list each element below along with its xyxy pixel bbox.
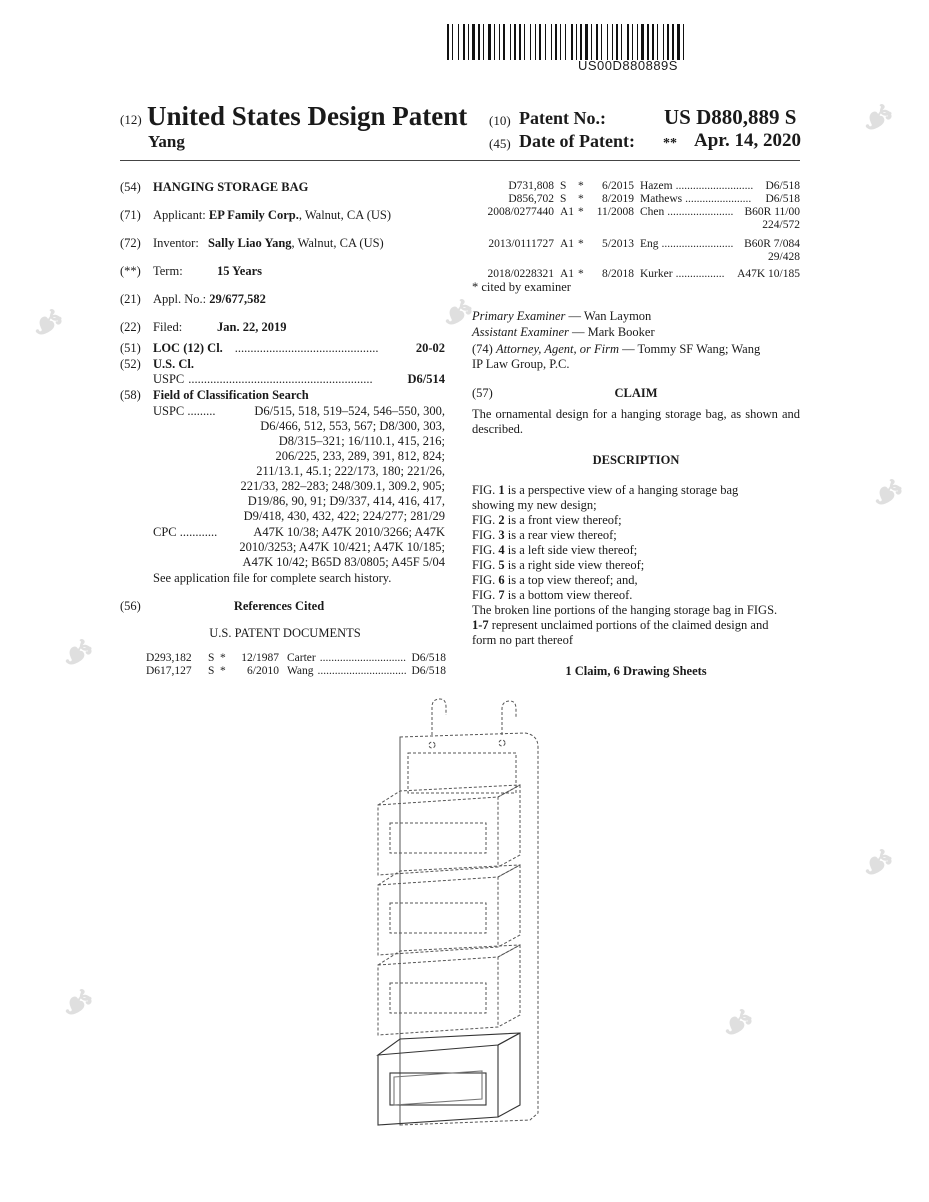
barcode-bar [645, 24, 646, 60]
ref-star: * [578, 193, 584, 205]
ref-dots: ............................... [317, 665, 407, 677]
barcode-bar [447, 24, 449, 60]
ref-date: 5/2013 [602, 238, 634, 250]
ref-star: * [578, 268, 584, 280]
search-uspc-list [200, 404, 445, 524]
watermark: ☙ [860, 464, 914, 521]
ref-kind: A1 [560, 268, 575, 280]
ref-date: 6/2010 [247, 665, 279, 677]
barcode-bar [634, 24, 636, 60]
references-left [146, 652, 446, 678]
ref-class: D6/518 [411, 665, 446, 677]
loc-line [153, 341, 445, 356]
ref-class: B60R 11/00 [744, 206, 800, 218]
ref-class: D6/518 [765, 193, 800, 205]
barcode-bar [663, 24, 664, 60]
ref-number: D856,702 [508, 193, 554, 205]
barcode-bar [562, 24, 564, 60]
uspc-line [153, 372, 445, 387]
barcode-bar [494, 24, 495, 60]
barcode-bar [454, 24, 457, 60]
search-cpc-list [200, 525, 445, 570]
ref-kind: S [208, 652, 215, 664]
storage-bag-drawing [360, 695, 560, 1145]
barcode-bar [517, 24, 518, 60]
field-72-code: (72) [120, 236, 141, 250]
barcode-bar [683, 24, 684, 60]
barcode-bar [535, 24, 536, 60]
hook-right [502, 701, 516, 735]
barcode-bar [612, 24, 613, 60]
description-heading: DESCRIPTION [592, 453, 680, 467]
barcode-bar [485, 24, 487, 60]
barcode-bar [681, 24, 682, 60]
us-cl-label: U.S. Cl. [153, 357, 194, 371]
barcode-bar [545, 24, 546, 60]
claims-sheets-summary: 1 Claim, 6 Drawing Sheets [565, 664, 707, 678]
header-rule [120, 160, 800, 161]
barcode-bar [627, 24, 629, 60]
barcode-bar [450, 24, 451, 60]
appl-no-line [153, 292, 266, 307]
field-51-code: (51) [120, 341, 141, 355]
ref-kind: S [208, 665, 215, 677]
barcode-bar [532, 24, 534, 60]
barcode-bar [589, 24, 590, 60]
barcode-bar [476, 24, 477, 60]
search-field-label: Field of Classification Search [153, 388, 309, 402]
inventor-label: Inventor: [153, 236, 199, 250]
field-52-code: (52) [120, 357, 141, 371]
loc-value: 20-02 [415, 341, 445, 355]
barcode-bar [522, 24, 523, 60]
hook-left [432, 699, 446, 735]
barcode-bar [665, 24, 666, 60]
term-code: (**) [120, 264, 141, 278]
uspc-label: USPC [153, 372, 185, 386]
applicant-line [153, 208, 391, 223]
barcode-bar [652, 24, 654, 60]
barcode-bar [672, 24, 674, 60]
uspc-class-line: D9/418, 430, 432, 422; 224/277; 281/29 [243, 509, 445, 523]
code-10: (10) [489, 113, 511, 128]
appl-no-value: 29/677,582 [209, 292, 266, 306]
barcode-bar [555, 24, 557, 60]
barcode-bar [630, 24, 631, 60]
ref-number: 2008/0277440 [487, 206, 554, 218]
ref-dots: ................. [675, 268, 725, 280]
barcode-bar [621, 24, 622, 60]
barcode-bar [655, 24, 656, 60]
ref-dots: ........................... [675, 180, 754, 192]
document-title: United States Design Patent [147, 101, 468, 131]
ref-name: Eng [640, 238, 659, 250]
description-line: FIG. 7 is a bottom view thereof. [472, 588, 633, 602]
barcode-bar [537, 24, 538, 60]
assistant-examiner-name: — Mark Booker [568, 325, 655, 339]
loc-label: LOC (12) Cl. [153, 341, 223, 355]
search-uspc-label: USPC ......... [153, 404, 216, 418]
uspc-class-line: 211/13.1, 45.1; 222/173, 180; 221/26, [256, 464, 445, 478]
barcode-bar [519, 24, 521, 60]
search-cpc-label: CPC ............ [153, 525, 218, 539]
barcode-bar [510, 24, 511, 60]
inventor-line [153, 236, 384, 251]
barcode-bar [470, 24, 471, 60]
barcode-bar [560, 24, 561, 60]
ref-date: 12/1987 [241, 652, 279, 664]
ref-dots: ......................... [661, 238, 734, 250]
description-line: The broken line portions of the hanging storage bag in FIGS. [472, 603, 778, 617]
ref-star: * [578, 238, 584, 250]
barcode-bar [547, 24, 550, 60]
barcode-bar [637, 24, 638, 60]
ref-star: * [578, 180, 584, 192]
applicant-name: EP Family Corp. [208, 208, 299, 222]
watermark: ☙ [850, 834, 904, 891]
term-value: 15 Years [217, 264, 263, 278]
barcode-bar [647, 24, 649, 60]
ref-class: A47K 10/185 [737, 268, 800, 280]
uspc-value: D6/514 [407, 372, 445, 386]
uspc-class-line: 206/225, 233, 289, 391, 812, 824; [275, 449, 445, 463]
barcode-bar [632, 24, 633, 60]
barcode-bar [542, 24, 544, 60]
barcode-bar [596, 24, 598, 60]
claim-heading: CLAIM [614, 386, 658, 400]
description-line: FIG. 2 is a front view thereof; [472, 513, 622, 527]
barcode-bar [488, 24, 491, 60]
barcode-bar [585, 24, 588, 60]
barcode-bar [580, 24, 582, 60]
references-right [472, 180, 800, 281]
description-line: showing my new design; [472, 498, 597, 512]
barcode-bar [512, 24, 513, 60]
barcode-bar [614, 24, 615, 60]
ref-date: 8/2019 [602, 193, 634, 205]
ref-dots: ....................... [667, 206, 734, 218]
inventor-name: Sally Liao Yang [207, 236, 292, 250]
barcode-bar [524, 24, 525, 60]
inventor-short: Yang [148, 132, 185, 151]
barcode-bar [483, 24, 484, 60]
reference-row [472, 193, 800, 206]
barcode-bar [496, 24, 498, 60]
claim-text: The ornamental design for a hanging storage bag, as shown and described. [472, 407, 800, 436]
date-star: ** [663, 136, 677, 151]
ref-number: D617,127 [146, 665, 192, 677]
description-line: form no part thereof [472, 633, 574, 647]
reference-row [472, 180, 800, 193]
uspc-class-line: D19/86, 90, 91; D9/337, 414, 416, 417, [247, 494, 445, 508]
barcode-bar [501, 24, 502, 60]
ref-name: Wang [287, 665, 314, 677]
barcode-bar [558, 24, 559, 60]
ref-class-continued: 29/428 [768, 251, 800, 263]
ref-number: 2013/0111727 [488, 238, 554, 250]
watermark: ☙ [710, 994, 764, 1051]
attorney-code: (74) [472, 342, 493, 356]
watermark: ☙ [20, 294, 74, 351]
field-21-code: (21) [120, 292, 141, 306]
barcode-bar [571, 24, 573, 60]
barcode-bar [667, 24, 669, 60]
ref-date: 6/2015 [602, 180, 634, 192]
uspc-class-line: D6/515, 518, 519–524, 546–550, 300, [254, 404, 445, 418]
barcode-bar [685, 24, 687, 60]
barcode-bar [639, 24, 640, 60]
ref-dots: ....................... [685, 193, 752, 205]
field-22-code: (22) [120, 320, 141, 334]
watermark: ☙ [850, 89, 904, 146]
description-body [472, 483, 802, 648]
attorney-block [472, 342, 802, 372]
ref-name: Carter [287, 652, 316, 664]
barcode-bar [565, 24, 566, 60]
description-line: FIG. 4 is a left side view thereof; [472, 543, 638, 557]
barcode-bar [599, 24, 600, 60]
barcode-bar [591, 24, 592, 60]
field-56-code: (56) [120, 599, 141, 613]
barcode-bar [675, 24, 676, 60]
ref-name: Kurker [640, 268, 673, 280]
description-line: FIG. 1 is a perspective view of a hanging storage bag [472, 483, 739, 497]
ref-date: 11/2008 [596, 206, 634, 218]
bottom-pocket-front [378, 1045, 498, 1125]
ref-kind: A1 [560, 206, 575, 218]
barcode-bar [650, 24, 651, 60]
ref-number: D293,182 [146, 652, 192, 664]
filed-date: Jan. 22, 2019 [217, 320, 287, 334]
description-line: 1-7 represent unclaimed portions of the claimed design and [472, 618, 769, 632]
attorney-name: — Tommy SF Wang; Wang [618, 342, 761, 356]
appl-no-label: Appl. No.: [153, 292, 207, 306]
ref-name: Mathews [640, 193, 683, 205]
barcode-bar [506, 24, 509, 60]
pocket-3 [378, 957, 498, 1035]
barcode-bar [458, 24, 459, 60]
barcode-bar [526, 24, 529, 60]
barcode-bar [551, 24, 552, 60]
kind-code-12: (12) [120, 112, 142, 127]
description-line: FIG. 5 is a right side view thereof; [472, 558, 645, 572]
barcode-bar [567, 24, 570, 60]
ref-dots: .............................. [319, 652, 406, 664]
barcode-bar [578, 24, 579, 60]
barcode-bar [460, 24, 462, 60]
uspc-class-line: D8/315–321; 16/110.1, 415, 216; [278, 434, 445, 448]
back-panel [400, 733, 538, 1125]
barcode-bar [607, 24, 608, 60]
inventor-location: , Walnut, CA (US) [291, 236, 384, 250]
field-58-code: (58) [120, 388, 141, 402]
patent-date: Apr. 14, 2020 [694, 130, 801, 151]
pocket-2 [378, 877, 498, 955]
filed-label: Filed: [153, 320, 183, 334]
assistant-examiner [472, 325, 655, 340]
attorney-firm: IP Law Group, P.C. [472, 357, 570, 371]
loc-dots: .............................................. [234, 341, 379, 355]
ref-date: 8/2018 [602, 268, 634, 280]
ref-class-continued: 224/572 [762, 219, 800, 231]
ref-number: D731,808 [508, 180, 554, 192]
code-45: (45) [489, 136, 511, 151]
ref-kind: S [560, 193, 567, 205]
watermark: ☙ [50, 974, 104, 1031]
date-label: Date of Patent: [519, 131, 635, 151]
ref-kind: A1 [560, 238, 575, 250]
field-54-code: (54) [120, 180, 141, 194]
barcode-bar [601, 24, 602, 60]
barcode-bar [452, 24, 453, 60]
barcode-bar [492, 24, 493, 60]
barcode-bar [609, 24, 611, 60]
ref-kind: S [560, 180, 567, 192]
barcode-bar [677, 24, 680, 60]
ref-star: * [578, 206, 584, 218]
us-patent-docs-heading: U.S. PATENT DOCUMENTS [209, 626, 361, 640]
barcode-bar [466, 24, 467, 60]
barcode-bar [623, 24, 626, 60]
claim-code: (57) [472, 386, 493, 400]
search-history-note: See application file for complete search history. [153, 571, 392, 585]
barcode-bar [670, 24, 671, 60]
reference-row [472, 206, 800, 219]
barcode-bar [574, 24, 575, 60]
barcode-bar [468, 24, 469, 60]
barcode-bar [472, 24, 475, 60]
term-label: Term: [153, 264, 183, 278]
pocket-1 [378, 797, 498, 875]
barcode-number: US00D880889S [578, 58, 678, 73]
barcode [447, 24, 799, 60]
barcode-bar [553, 24, 554, 60]
uspc-dots: ........................................................... [188, 372, 373, 386]
description-line: FIG. 6 is a top view thereof; and, [472, 573, 638, 587]
barcode-bar [619, 24, 620, 60]
reference-row [146, 665, 446, 678]
primary-examiner-name: — Wan Laymon [565, 309, 652, 323]
cpc-class-line: 2010/3253; A47K 10/421; A47K 10/185; [239, 540, 445, 554]
patent-no-label: Patent No.: [519, 108, 606, 128]
cpc-class-line: A47K 10/42; B65D 83/0805; A45F 5/04 [242, 555, 445, 569]
uspc-class-line: 221/33, 282–283; 248/309.1, 309.2, 905; [240, 479, 445, 493]
barcode-bar [657, 24, 658, 60]
reference-row [146, 652, 446, 665]
ref-class: D6/518 [765, 180, 800, 192]
barcode-bar [463, 24, 465, 60]
references-cited-heading: References Cited [233, 599, 325, 613]
barcode-bar [616, 24, 618, 60]
cpc-class-line: A47K 10/38; A47K 2010/3266; A47K [253, 525, 445, 539]
barcode-bar [603, 24, 606, 60]
barcode-bar [576, 24, 577, 60]
barcode-bar [481, 24, 482, 60]
uspc-class-line: D6/466, 512, 553, 567; D8/300, 303, [260, 419, 445, 433]
cited-by-examiner: * cited by examiner [472, 280, 571, 294]
patent-number: US D880,889 S [664, 105, 797, 129]
attorney-label: Attorney, Agent, or Firm [495, 342, 619, 356]
ref-class: B60R 7/084 [744, 238, 800, 250]
ref-name: Chen [640, 206, 665, 218]
primary-examiner [472, 309, 651, 324]
watermark: ☙ [430, 284, 484, 341]
description-line: FIG. 3 is a rear view thereof; [472, 528, 617, 542]
ref-name: Hazem [640, 180, 673, 192]
watermark: ☙ [50, 624, 104, 681]
assistant-examiner-label: Assistant Examiner [472, 325, 569, 339]
field-71-code: (71) [120, 208, 141, 222]
barcode-bar [499, 24, 500, 60]
barcode-bar [514, 24, 516, 60]
applicant-location: , Walnut, CA (US) [298, 208, 391, 222]
reference-row [472, 238, 800, 251]
applicant-label: Applicant: [153, 208, 206, 222]
barcode-bar [593, 24, 595, 60]
design-title: HANGING STORAGE BAG [153, 180, 309, 194]
barcode-bar [503, 24, 505, 60]
primary-examiner-label: Primary Examiner [472, 309, 566, 323]
barcode-bar [659, 24, 662, 60]
ref-star: * [220, 665, 226, 677]
ref-class: D6/518 [411, 652, 446, 664]
barcode-bar [641, 24, 644, 60]
barcode-bar [530, 24, 531, 60]
ref-star: * [220, 652, 226, 664]
barcode-bar [539, 24, 541, 60]
ref-number: 2018/0228321 [487, 268, 554, 280]
barcode-bar [478, 24, 480, 60]
barcode-bar [583, 24, 584, 60]
